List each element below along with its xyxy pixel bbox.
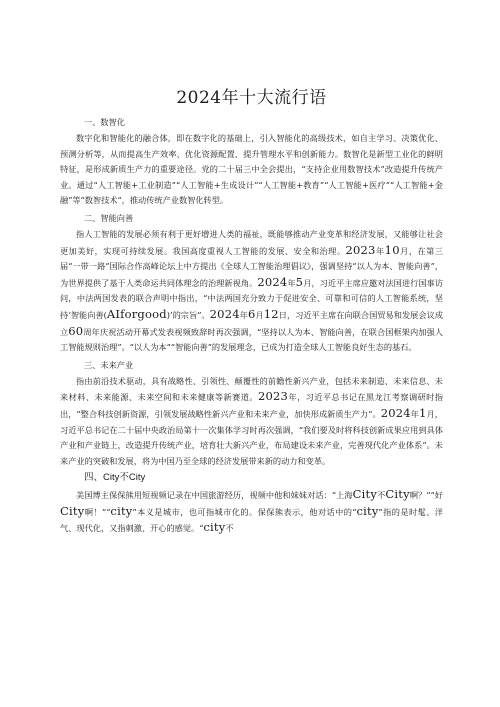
section-zhineng-xiangshan bbox=[60, 212, 443, 356]
document-page bbox=[60, 86, 443, 540]
section-paragraph: 指由前沿技术驱动，具有战略性、引领性、颠覆性的前瞻性新兴产业，包括未来制造、未来信息、未来材料、未来能源、未来空间和未来健康等新赛道。2023年，习近平总书记在黑龙江考察调研时指出，“整合科技创新资源，引领发展战略性新兴产业和未来产业，加快形成新质生产力”。2024年1月，习近平总书记在二十届中央政治局第十一次集体学习时再次强调，“我们要及时将科技创新成果应用到具体产业和产业链上，改造提升传统产业，培育壮大新兴产业，布局建设未来产业，完善现代化产业体系”。未来产业的突破和发展，将为中国乃至全球的经济发展带来新的动力和变革。 bbox=[60, 375, 443, 466]
section-shuzhihua bbox=[60, 116, 443, 209]
section-city-bu-city bbox=[60, 472, 443, 537]
section-heading: 一、数智化 bbox=[84, 117, 125, 127]
section-paragraph: 美国博主保保熊用短视频记录在中国旅游经历，视频中他和妹妹对话：“上海City不City啊？”“好City啊！”“city”本义是城市，也可指城市化的。保保熊表示，他对话中的“city”指的是时髦、洋气、现代化，又指刺激、开心的感觉。“city不 bbox=[60, 487, 443, 535]
section-heading: 二、智能向善 bbox=[84, 212, 134, 223]
section-paragraph: 指人工智能的发展必须有利于更好增进人类的福祉，既能够推动产业变革和经济发展，又能够让社会更加美好，实现可持续发展。我国高度重视人工智能的发展、安全和治理。2023年10月，在第三届“一带一路”国际合作高峰论坛上中方提出《全球人工智能治理倡议》，强调坚持“以人为本、智能向善”，为世界提供了基于人类命运共同体理念的治理新视角。2024年5月，习近平主席应邀对法国进行国事访问，中法两国发表的联合声明中指出，“中法两国充分致力于促进安全、可靠和可信的人工智能系统，坚持‘智能向善(AIforgood)’的宗旨”。2024年6月12日，习近平主席在向联合国贸易和发展会议成立60周年庆祝活动开幕式发表视频致辞时再次强调，“坚持以人为本、智能向善，在联合国框架内加强人工智能规则治理”。“以人为本”“智能向善”的发展理念，已成为打造全球人工智能良好生态的基石。 bbox=[60, 228, 443, 353]
section-weilai-chanye bbox=[60, 359, 443, 470]
document-title: 2024年十大流行语 bbox=[176, 88, 327, 108]
section-paragraph: 数字化和智能化的融合体，即在数字化的基础上，引入智能化的高级技术，如自主学习、决策优化、预测分析等，从而提高生产效率、优化资源配置、提升管理水平和创新能力。数智化是新型工业化的鲜明特征，是形成新质生产力的重要途径。党的二十届三中全会提出，“支持企业用数智技术”改造提升传统产业。通过“人工智能+工业制造”“人工智能+生成设计”“人工智能+教育”“人工智能+医疗”“人工智能+金融”等“数智技术”，推动传统产业数智化转型。 bbox=[60, 133, 443, 206]
section-heading: 三、未来产业 bbox=[84, 359, 134, 370]
section-heading: 四、City不City bbox=[84, 472, 146, 484]
